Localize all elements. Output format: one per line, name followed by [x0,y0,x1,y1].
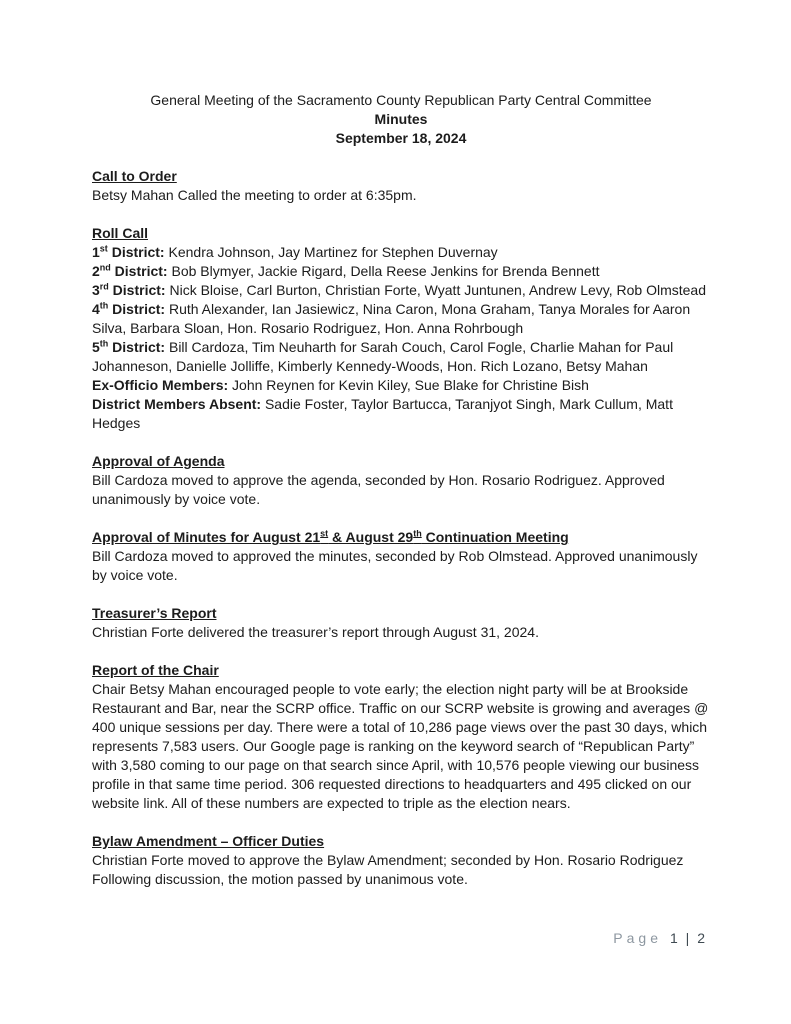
text-run: District: [108,339,166,355]
text-run: Approval of Minutes for August 21 [92,529,321,545]
section-heading-roll-call [92,224,710,243]
page-footer [613,929,707,948]
section-heading-call-to-order [92,167,710,186]
section-report-of-the-chair [92,661,710,813]
text-run: Nick Bloise, Carl Burton, Christian Forte, Wyatt Juntunen, Andrew Levy, Rob Olmstead [165,282,706,298]
text-run: Continuation Meeting [421,529,569,545]
superscript: th [99,338,109,349]
text-run: Ex-Officio Members: [92,377,229,393]
text-run: Bill Cardoza, Tim Neuharth for Sarah Couch, Carol Fogle, Charlie Mahan for Paul Johanneson, Danielle Jolliffe, Kimberly Kennedy-Woods, Hon. Rich Lozano, Betsy Mahan [92,339,674,374]
text-run: Ruth Alexander, Ian Jasiewicz, Nina Caron, Mona Graham, Tanya Morales for Aaron Silva, Barbara Sloan, Hon. Rosario Rodriguez, Hon. Anna Rohrbough [92,301,691,336]
paragraph [92,623,710,642]
section-heading-approval-of-agenda [92,452,710,471]
text-run: District Members Absent: [92,396,262,412]
paragraph [92,471,710,509]
text-run: Roll Call [92,225,149,241]
text-run: District: [107,244,165,260]
text-run: District: [108,301,166,317]
text-run: 1 [92,244,100,260]
superscript: th [413,528,422,539]
paragraph [92,262,710,281]
text-run: 2 [92,263,100,279]
document-content [92,91,710,908]
paragraph [92,338,710,376]
paragraph [92,376,710,395]
paragraph [92,186,710,205]
paragraph [92,851,710,889]
section-approval-of-agenda [92,452,710,509]
text-run: Treasurer’s Report [92,605,217,621]
text-run: 5 [92,339,100,355]
superscript: nd [99,262,111,273]
text-run: & August 29 [328,529,414,545]
paragraph [92,243,710,262]
section-heading-bylaw-amendment-officer-duties [92,832,710,851]
text-run: District: [108,282,166,298]
section-heading-report-of-the-chair [92,661,710,680]
document-title: General Meeting of the Sacramento County Republican Party Central Committee [150,92,652,108]
section-heading-approval-of-minutes [92,528,710,547]
text-run: Approval of Agenda [92,453,225,469]
text-run: 4 [92,301,100,317]
section-call-to-order [92,167,710,205]
paragraph [92,547,710,585]
document-body [92,167,710,889]
text-run: Kendra Johnson, Jay Martinez for Stephen Duvernay [164,244,498,260]
text-run: Call to Order [92,168,177,184]
paragraph [92,281,710,300]
footer-page-word: Page [613,930,662,946]
text-run: Sadie Foster, Taylor Bartucca, Taranjyot Singh, Mark Cullum, Matt Hedges [92,396,673,431]
text-run: District: [110,263,168,279]
document-subtitle: Minutes [374,111,428,127]
text-run: 3 [92,282,100,298]
paragraph [92,300,710,338]
text-run: Chair Betsy Mahan encouraged people to vote early; the election night party will be at Brookside Restaurant and Bar, near the SCRP office. Traffic on our SCRP website is growing and averages @ 400 unique sessions per day. There were a total of 10,286 page views over the past 30 days, which represents 7,583 users. Our Google page is ranking on the keyword search of “Republican Party” with 3,580 coming to our page on that search since April, with 10,576 people viewing our business profile in that same time period. 306 requested directions to headquarters and 495 clicked on our website link. All of these numbers are expected to triple as the election nears. [92,681,709,811]
title-block [92,91,710,148]
paragraph [92,680,710,813]
superscript: th [99,300,109,311]
superscript: st [99,243,108,254]
section-treasurers-report [92,604,710,642]
text-run: Betsy Mahan Called the meeting to order at 6:35pm. [92,187,417,203]
superscript: st [320,528,329,539]
footer-page-numbers: 1 | 2 [670,930,707,946]
section-bylaw-amendment-officer-duties [92,832,710,889]
text-run: Bill Cardoza moved to approve the agenda, seconded by Hon. Rosario Rodriguez. Approved unanimously by voice vote. [92,472,665,507]
text-run: Christian Forte moved to approve the Bylaw Amendment; seconded by Hon. Rosario Rodriguez Following discussion, the motion passed by unanimous vote. [92,852,684,887]
section-roll-call [92,224,710,433]
section-heading-treasurers-report [92,604,710,623]
superscript: rd [99,281,109,292]
document-date: September 18, 2024 [335,130,467,146]
section-approval-of-minutes [92,528,710,585]
text-run: Bill Cardoza moved to approved the minutes, seconded by Rob Olmstead. Approved unanimously by voice vote. [92,548,698,583]
text-run: Christian Forte delivered the treasurer’s report through August 31, 2024. [92,624,539,640]
text-run: Report of the Chair [92,662,219,678]
text-run: John Reynen for Kevin Kiley, Sue Blake for Christine Bish [228,377,589,393]
text-run: Bob Blymyer, Jackie Rigard, Della Reese Jenkins for Brenda Bennett [167,263,600,279]
text-run: Bylaw Amendment – Officer Duties [92,833,325,849]
paragraph [92,395,710,433]
